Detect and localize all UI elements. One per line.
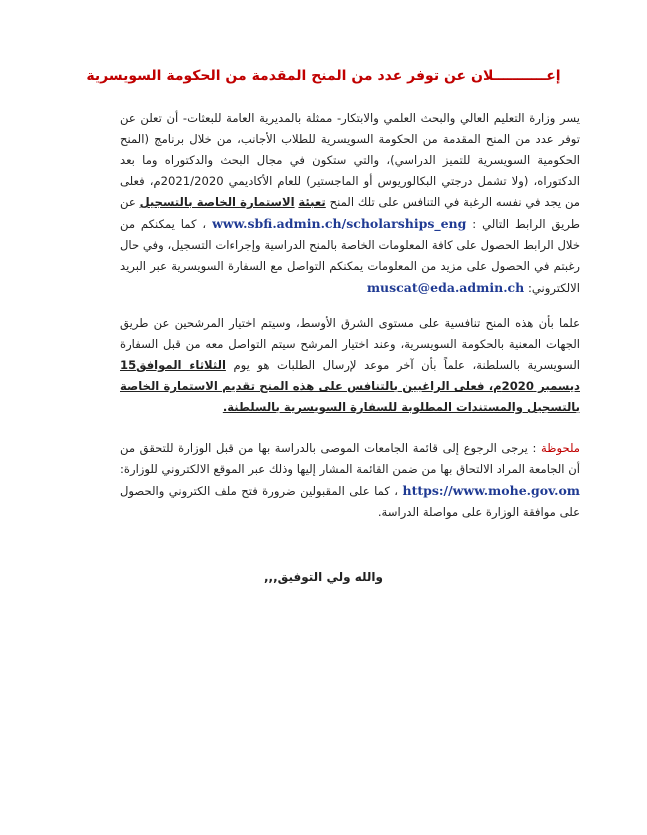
closing-line: والله ولي التوفيق,,, <box>263 570 383 584</box>
selection-text: علما بأن هذه المنح تنافسية على مستوى الشرق الأوسط، وسيتم اختيار المرشحين عن طريق الجهات المعنية بالحكومة السويسرية، وعند اختيار المرشح سيتم التواصل معه من قبل السفارة السويسرية بالسلطنة، <box>120 316 580 372</box>
embassy-email-link[interactable]: muscat@eda.admin.ch <box>366 280 525 295</box>
note-text: : يرجى الرجوع إلى قائمة الجامعات الموصى بالدراسة بها من قبل الوزارة للتحقق من أن الجامعة المراد الالتحاق بها من ضمن القائمة المشار إليها وذلك عبر الموقع الالكتروني للوزارة: <box>120 441 580 476</box>
form-phrase: الاستمارة الخاصة بالتسجيل <box>139 195 295 209</box>
via-link-text: عن طريق الرابط التالي : <box>120 195 580 231</box>
deadline-intro: علماً بأن آخر موعد لإرسال الطلبات هو يوم <box>233 358 465 372</box>
note-label: ملحوظة <box>541 441 580 455</box>
fill-word: تعبئة <box>298 195 326 209</box>
note-text-end: ، كما على المقبولين ضرورة فتح ملف الكتروني والحصول على موافقة الوزارة على مواصلة الدراسة. <box>120 484 580 519</box>
ministry-link[interactable]: https://www.mohe.gov.om <box>402 483 581 498</box>
announcement-title: إعـــــــــــلان عن توفر عدد من المنح المقدمة من الحكومة السويسرية <box>86 68 561 84</box>
note-paragraph <box>120 438 580 523</box>
intro-text: يسر وزارة التعليم العالي والبحث العلمي والابتكار- ممثلة بالمديرية العامة للبعثات- أن تعلن عن توفر عدد من المنح المقدمة من الحكومة السويسرية للطلاب الأجانب، من خلال برنامج (المنح الحكومية السويسرية للتميز الدراسي)، والتي ستكون في مجال البحث والدكتوراه وما بعد الدكتوراه، (ولا تشمل درجتي البكالوريوس أو الماجستير) للعام الأكاديمي 2021/2020م، فعلى من يجد في نفسه الرغبة في التنافس على تلك المنح <box>120 111 581 209</box>
deadline-text: الثلاثاء الموافق15 ديسمبر 2020م، فعلى الراغبين بالتنافس على هذه المنح تقديم الاستمارة الخاصة بالتسجيل والمستندات المطلوبة للسفارة السويسرية بالسلطنة. <box>120 358 580 414</box>
after-link-text: ، كما يمكنكم من خلال الرابط الحصول على كافة المعلومات الخاصة بالمنح الدراسية وإجراءات التسجيل، وفي حال رغبتم في الحصول على مزيد من المعلومات يمكنكم التواصل مع السفارة السويسرية عبر البريد الالكتروني: <box>120 217 580 295</box>
scholarship-link[interactable]: www.sbfi.admin.ch/scholarships_eng <box>212 216 467 231</box>
selection-paragraph <box>120 313 580 418</box>
main-paragraph <box>120 108 580 299</box>
